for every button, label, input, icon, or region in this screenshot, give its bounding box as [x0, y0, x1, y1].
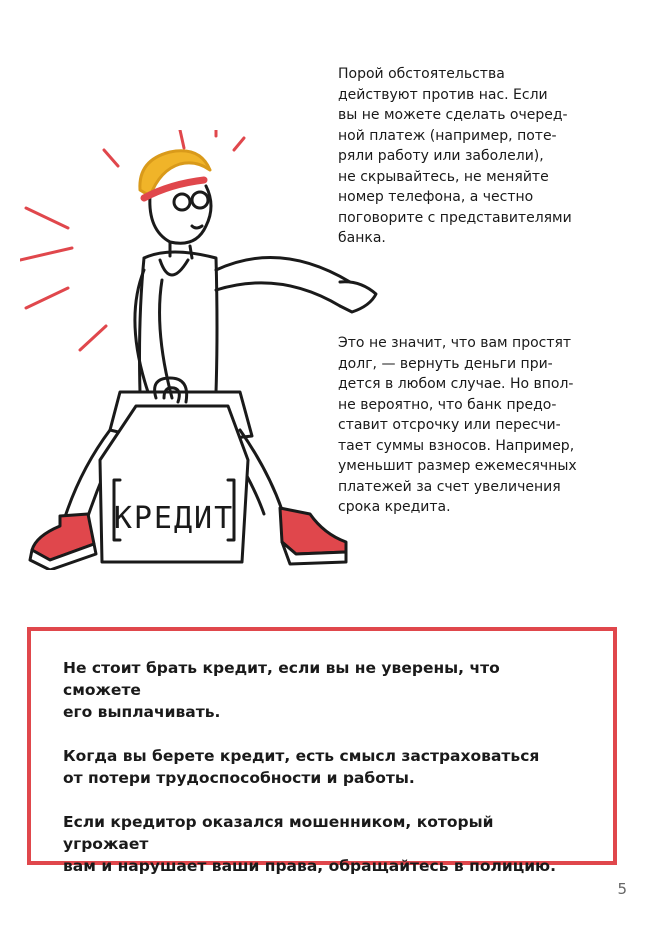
paragraph-2: Это не значит, что вам простят долг, — вернуть деньги при- дется в любом случае. Но впол- не вероятно, что банк предо- ставит отсрочку или пересчи- тает суммы взносов. Например, уменьшит размер ежемесячных платежей за счет увеличения срока кредита. — [338, 335, 577, 515]
bag-label: КРЕДИТ — [113, 501, 235, 536]
paragraph-1: Порой обстоятельства действуют против нас. Если вы не можете сделать очеред- ной платеж (например, поте- ряли работу или заболели), не скрывайтесь, не меняйте номер телефона, а честно поговорите с представителями банка. — [338, 66, 572, 246]
page-number: 5 — [617, 880, 627, 898]
warning-line-3: Если кредитор оказался мошенником, который угрожает вам и нарушает ваши права, обращайтесь в полицию. — [63, 813, 557, 875]
warning-line-2: Когда вы берете кредит, есть смысл застраховаться от потери трудоспособности и работы. — [63, 747, 540, 787]
credit-bag-illustration — [20, 130, 390, 570]
stress-lines — [20, 130, 244, 350]
warning-line-1: Не стоит брать кредит, если вы не уверены, что сможете его выплачивать. — [63, 659, 500, 721]
warning-box — [27, 627, 617, 875]
